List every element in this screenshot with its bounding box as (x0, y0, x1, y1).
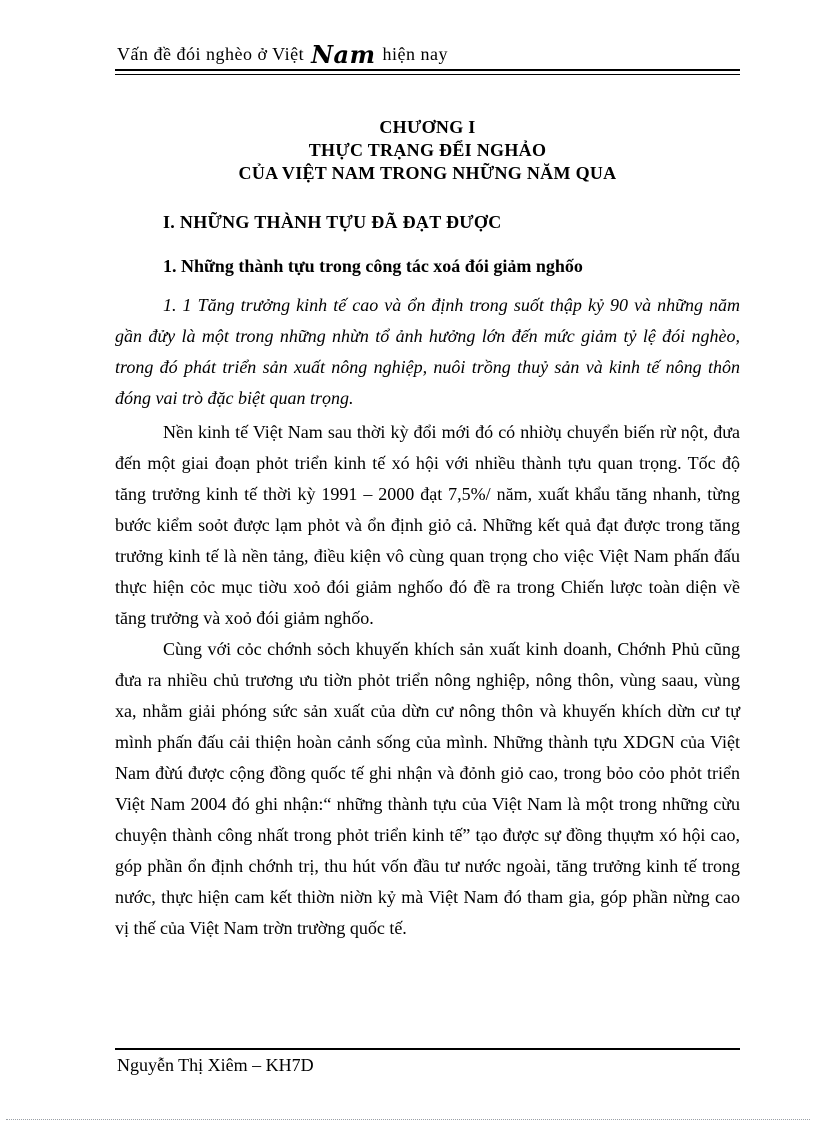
chapter-title-line1: CHƯƠNG I (379, 117, 476, 137)
lead-paragraph: 1. 1 Tăng trưởng kinh tế cao và ổn định trong suốt thập kỷ 90 và những năm gần đửy là một trong những nhừn tổ ảnh hưởng lớn đến mức giảm tỷ lệ đói nghèo, trong đó phát triển sản xuất nông nghiệp, nuôi trồng thuỷ sản và kinh tế nông thôn đóng vai trò đặc biệt quan trọng. (115, 295, 740, 408)
footer-rule (115, 1048, 740, 1050)
subsection-heading: 1. Những thành tựu trong công tác xoá đói giảm nghốo (163, 256, 583, 276)
header-text-prefix: Vấn đề đói nghèo ở Việt (117, 44, 310, 64)
page-footer (115, 1048, 740, 1077)
section-heading: I. NHỮNG THÀNH TỰU ĐÃ ĐẠT ĐƯỢC (163, 212, 502, 232)
chapter-title (115, 116, 740, 185)
header-script-word: Nam (311, 40, 376, 69)
chapter-title-line3: CỦA VIỆT NAM TRONG NHỮNG NĂM QUA (238, 163, 617, 183)
page-break-indicator (6, 1119, 810, 1120)
document-body (115, 116, 740, 944)
chapter-title-line2: THỰC TRẠNG ĐỂI NGHẢO (308, 140, 547, 160)
header-rule (115, 69, 740, 75)
body-paragraph-2: Cùng với cỏc chớnh sỏch khuyến khích sản xuất kinh doanh, Chớnh Phủ cũng đưa ra nhiều chủ trương ưu tiờn phỏt triển nông nghiệp, nông thôn, vùng saau, vùng xa, nhằm giải phóng sức sản xuất của dừn cư nông thôn và khuyến khích dừn cư tự mình phấn đấu cải thiện hoàn cảnh sống của mình. Những thành tựu XDGN của Việt Nam đừú được cộng đồng quốc tế ghi nhận và đỏnh giỏ cao, trong bỏo cỏo phỏt triển Việt Nam 2004 đó ghi nhận:“ những thành tựu của Việt Nam là một trong những cừu chuyện thành công nhất trong phỏt triển kinh tế” tạo được sự đồng thụựm xó hội cao, góp phần ổn định chớnh trị, thu hút vốn đầu tư nước ngoài, tăng trưởng kinh tế trong nước, thực hiện cam kết thiờn niờn kỷ mà Việt Nam đó tham gia, góp phần nừng cao vị thế của Việt Nam trờn trường quốc tế. (115, 639, 740, 938)
footer-author: Nguyễn Thị Xiêm – KH7D (117, 1055, 314, 1075)
header-text-suffix: hiện nay (377, 44, 448, 64)
header-title (115, 40, 740, 69)
body-paragraph-1: Nền kinh tế Việt Nam sau thời kỳ đổi mới đó có nhiờụ chuyển biến rừ nột, đưa đến một giai đoạn phỏt triển kinh tế xó hội với nhiều thành tựu quan trọng. Tốc độ tăng trưởng kinh tế thời kỳ 1991 – 2000 đạt 7,5%/ năm, xuất khẩu tăng nhanh, từng bước kiểm soỏt được lạm phỏt và ổn định giỏ cả. Những kết quả đạt được trong tăng trưởng kinh tế là nền tảng, điều kiện vô cùng quan trọng cho việc Việt Nam phấn đấu thực hiện cỏc mục tiờu xoỏ đói giảm nghốo đó đề ra trong Chiến lược toàn diện về tăng trưởng và xoỏ đói giảm nghốo. (115, 422, 740, 628)
page-header (115, 40, 740, 75)
